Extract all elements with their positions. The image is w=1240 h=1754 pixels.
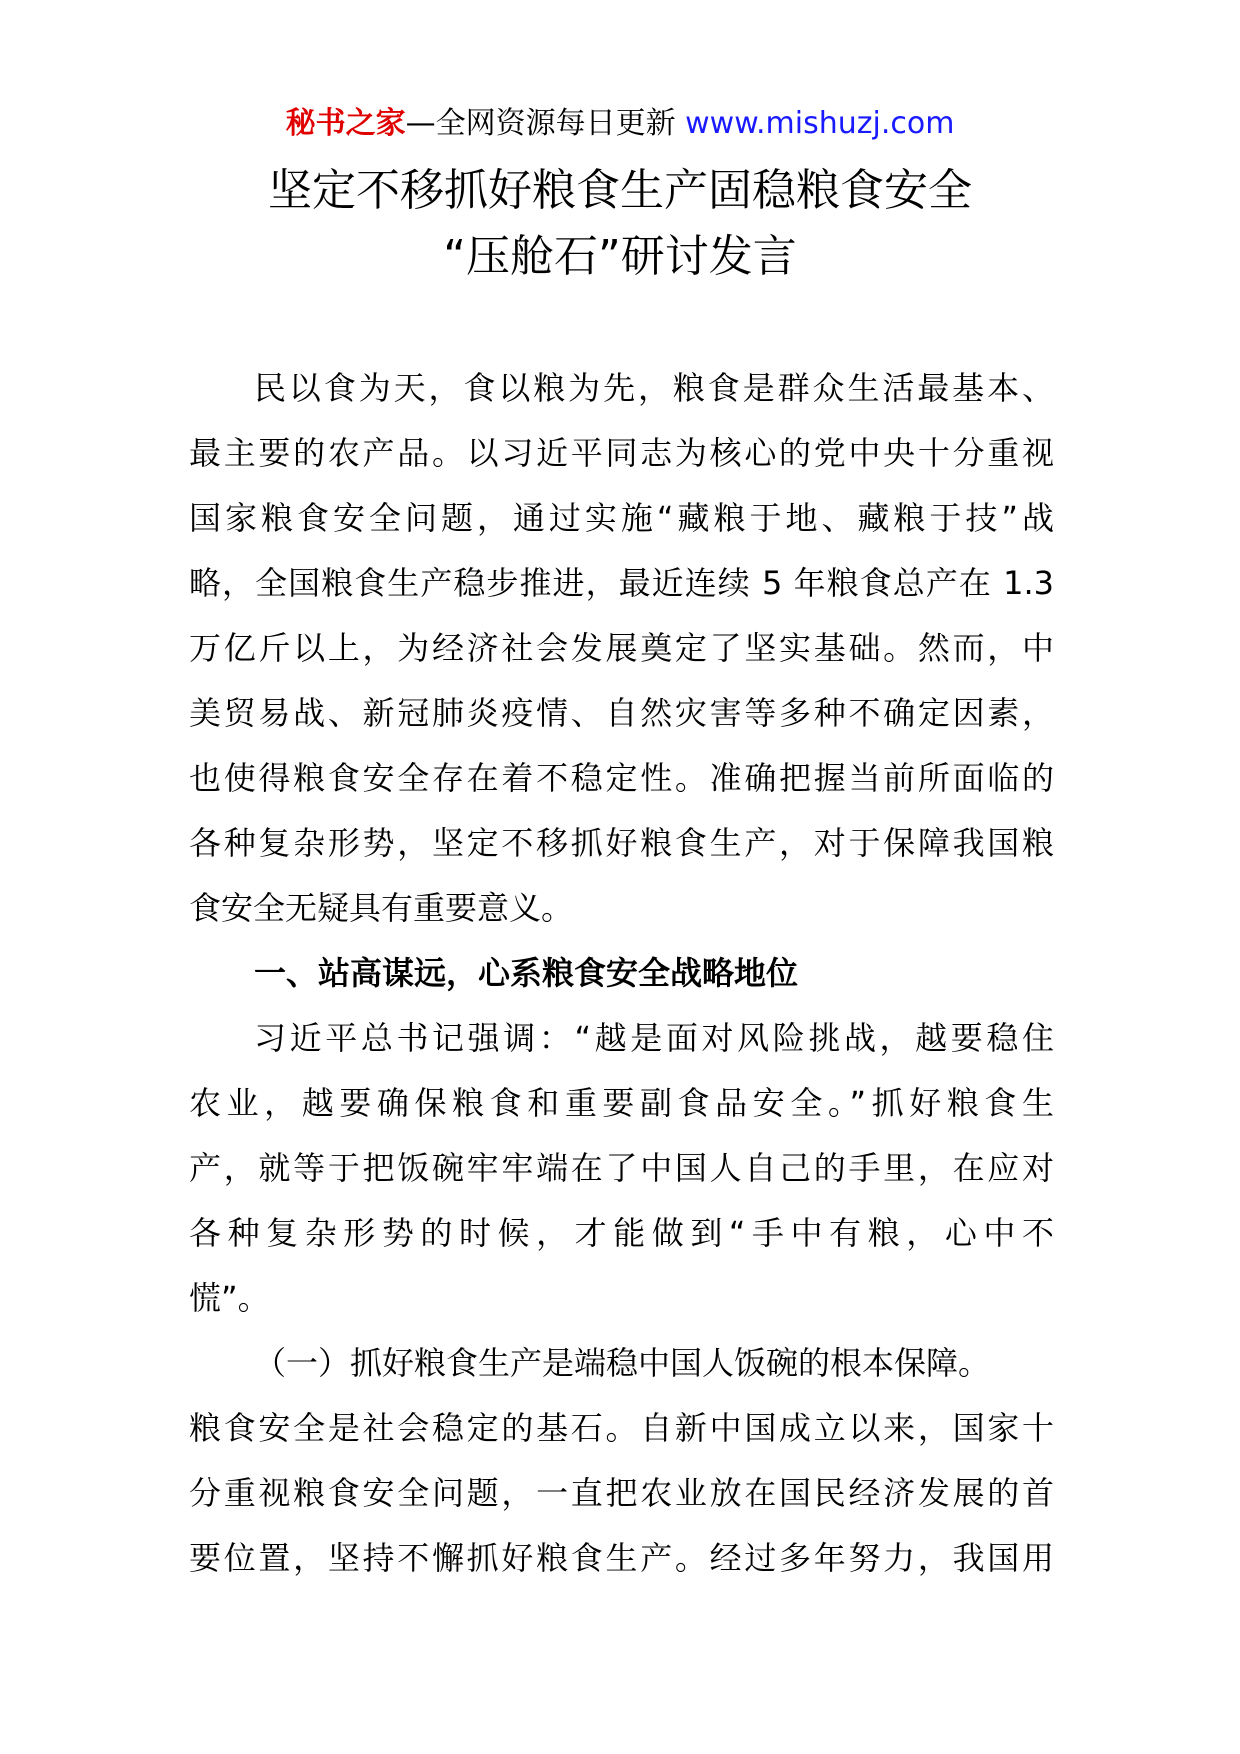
body-line: 各种复杂形势的时候，才能做到“手中有粮，心中不 <box>189 1214 1054 1252</box>
body-line: 也使得粮食安全存在着不稳定性。准确把握当前所面临的 <box>189 759 1054 797</box>
body-line: 民以食为天，食以粮为先，粮食是群众生活最基本、 <box>254 369 1054 407</box>
document-body <box>189 356 1054 1591</box>
body-line: 国家粮食安全问题，通过实施“藏粮于地、藏粮于技”战 <box>189 499 1054 537</box>
banner-url-link[interactable]: www.mishuzj.com <box>685 106 955 141</box>
banner-brand: 秘书之家 <box>285 106 406 141</box>
banner-tagline: —全网资源每日更新 <box>405 106 676 141</box>
body-line: 农业，越要确保粮食和重要副食品安全。”抓好粮食生 <box>189 1084 1054 1122</box>
body-line: 慌”。 <box>189 1279 270 1317</box>
body-line: 各种复杂形势，坚定不移抓好粮食生产，对于保障我国粮 <box>189 824 1054 862</box>
subsection-heading: （一）抓好粮食生产是端稳中国人饭碗的根本保障。 <box>254 1344 991 1382</box>
document-title-line-1: 坚定不移抓好粮食生产固稳粮食安全 <box>268 165 972 216</box>
body-line: 最主要的农产品。以习近平同志为核心的党中央十分重视 <box>189 434 1054 472</box>
body-line: 略，全国粮食生产稳步推进，最近连续 5 年粮食总产在 1.3 <box>189 564 1054 602</box>
body-line: 要位置，坚持不懈抓好粮食生产。经过多年努力，我国用 <box>189 1539 1054 1577</box>
body-line: 习近平总书记强调：“越是面对风险挑战，越要稳住 <box>254 1019 1054 1057</box>
body-line: 万亿斤以上，为经济社会发展奠定了坚实基础。然而，中 <box>189 629 1054 667</box>
document-title-line-2: “压舱石”研讨发言 <box>443 231 797 282</box>
section-heading: 一、站高谋远，心系粮食安全战略地位 <box>254 954 799 992</box>
body-line: 粮食安全是社会稳定的基石。自新中国成立以来，国家十 <box>189 1409 1054 1447</box>
body-line: 美贸易战、新冠肺炎疫情、自然灾害等多种不确定因素， <box>189 694 1054 732</box>
site-banner <box>0 100 1240 148</box>
body-line: 分重视粮食安全问题，一直把农业放在国民经济发展的首 <box>189 1474 1054 1512</box>
body-line: 产，就等于把饭碗牢牢端在了中国人自己的手里，在应对 <box>189 1149 1054 1187</box>
body-line: 食安全无疑具有重要意义。 <box>189 889 574 927</box>
